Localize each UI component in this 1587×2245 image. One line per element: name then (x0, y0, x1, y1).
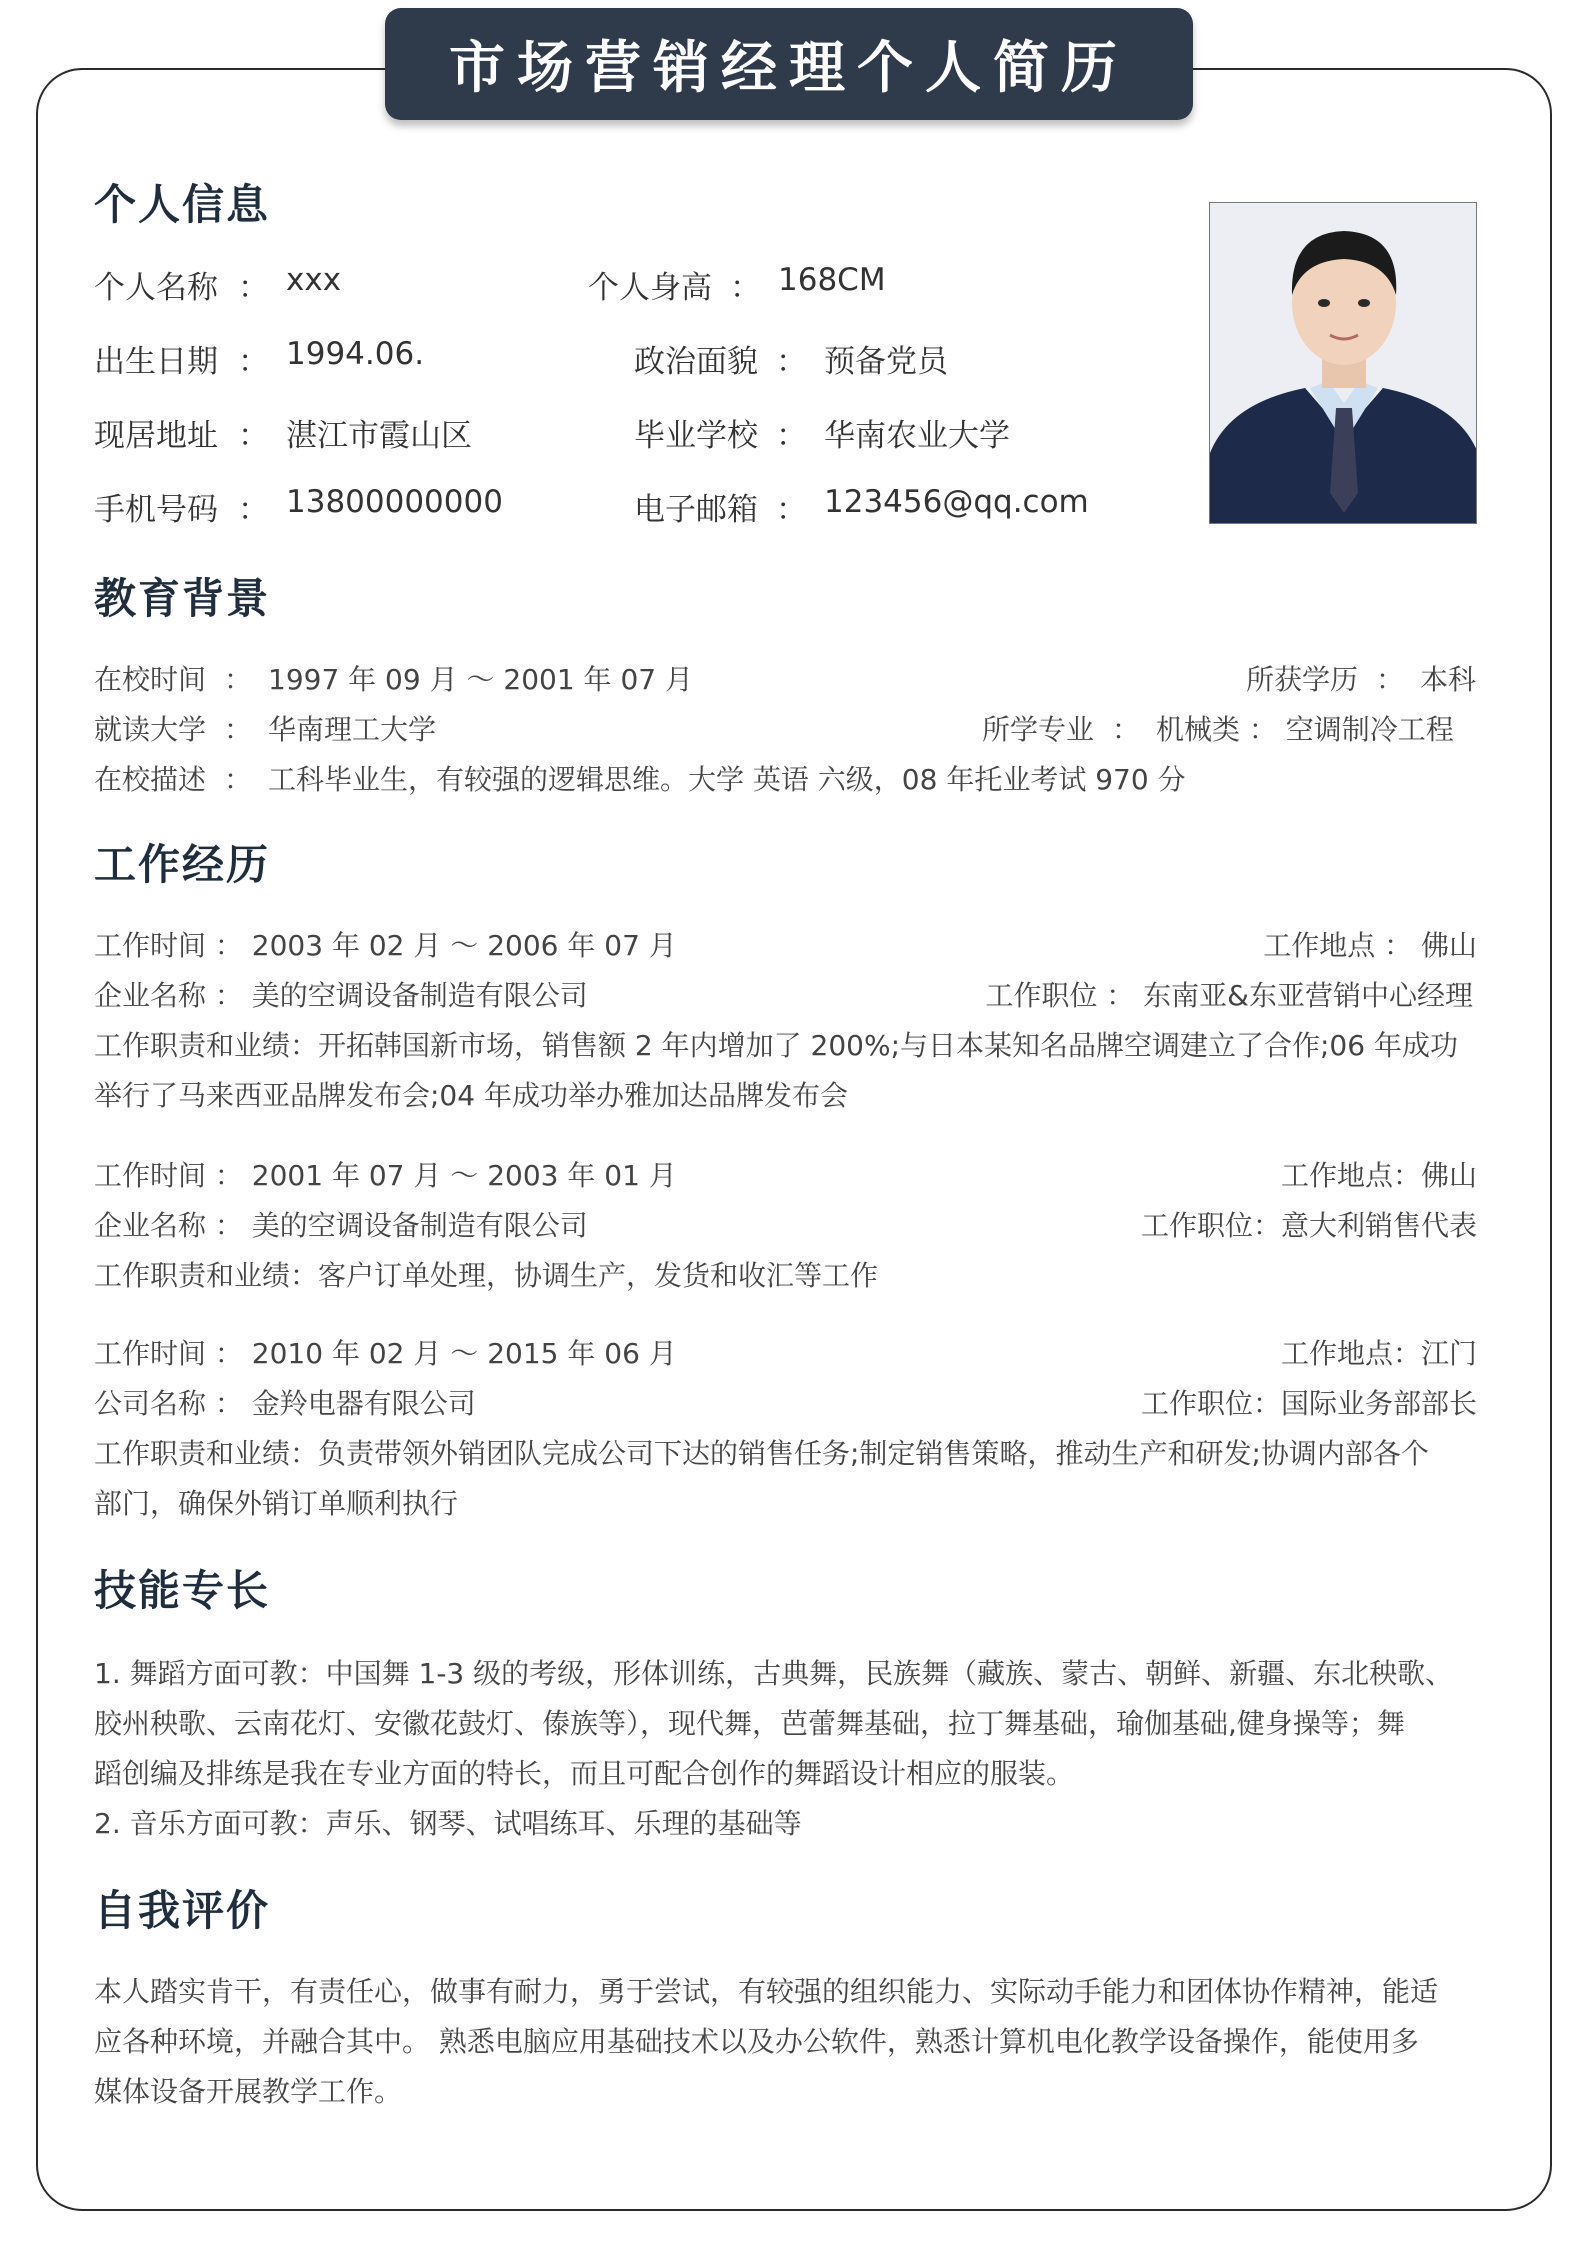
name-value: xxx (286, 262, 342, 298)
political-label: 政治面貌 (634, 344, 758, 380)
skills-line: 2. 音乐方面可教：声乐、钢琴、试唱练耳、乐理的基础等 (94, 1807, 802, 1840)
section-skills-heading: 技能专长 (94, 1566, 271, 1615)
separator: ： (1112, 713, 1141, 746)
section-personal-heading: 个人信息 (94, 180, 271, 229)
resume-title: 市场营销经理个人简历 (385, 8, 1193, 120)
edu-desc-label: 在校描述 (94, 763, 207, 796)
job-position: 工作职位：意大利销售代表 (1140, 1209, 1477, 1242)
birth-label: 出生日期 (94, 344, 218, 380)
skills-line: 胶州秧歌、云南花灯、安徽花鼓灯、傣族等），现代舞，芭蕾舞基础，拉丁舞基础，瑜伽基础,健身操等；舞 (94, 1707, 1405, 1740)
birth-value: 1994.06. (286, 336, 425, 372)
job-duty-line: 部门，确保外销订单顺利执行 (94, 1487, 459, 1520)
job-time: 工作时间 ： 2003 年 02 月 ～ 2006 年 07 月 (94, 929, 677, 962)
job-position: 工作职位：国际业务部部长 (1140, 1387, 1477, 1420)
univ-value: 华南理工大学 (268, 713, 437, 746)
job-duty-line: 举行了马来西亚品牌发布会;04 年成功举办雅加达品牌发布会 (94, 1079, 848, 1112)
job-duty-line: 工作职责和业绩：负责带领外销团队完成公司下达的销售任务;制定销售策略，推动生产和研发;协调内部各个 (94, 1437, 1429, 1470)
section-self-eval-heading: 自我评价 (94, 1886, 271, 1935)
degree-label: 所获学历 (1246, 663, 1359, 696)
phone-label: 手机号码 (94, 492, 218, 528)
phone-value: 13800000000 (286, 484, 503, 520)
job-position: 工作职位 ： 东南亚&东亚营销中心经理 (985, 979, 1473, 1012)
self-eval-line: 本人踏实肯干，有责任心，做事有耐力，勇于尝试，有较强的组织能力、实际动手能力和团体协作精神，能适 (94, 1975, 1439, 2008)
univ-label: 就读大学 (94, 713, 207, 746)
height-label: 个人身高 (588, 270, 712, 306)
section-education-heading: 教育背景 (94, 574, 271, 623)
separator: ： (776, 418, 807, 454)
portrait-icon (1210, 203, 1477, 524)
major-label: 所学专业 (982, 713, 1095, 746)
email-label: 电子邮箱 (634, 492, 758, 528)
email-value: 123456@qq.com (824, 484, 1089, 520)
height-value: 168CM (778, 262, 886, 298)
job-company: 公司名称 ： 金羚电器有限公司 (94, 1387, 476, 1420)
edu-desc-value: 工科毕业生，有较强的逻辑思维。大学 英语 六级，08 年托业考试 970 分 (268, 763, 1186, 796)
job-time: 工作时间 ： 2001 年 07 月 ～ 2003 年 01 月 (94, 1159, 677, 1192)
profile-photo (1209, 202, 1477, 524)
job-place: 工作地点：佛山 (1280, 1159, 1477, 1192)
separator: ： (224, 713, 253, 746)
separator: ： (776, 344, 807, 380)
job-place: 工作地点：江门 (1280, 1337, 1477, 1370)
skills-line: 1. 舞蹈方面可教：中国舞 1-3 级的考级，形体训练，古典舞，民族舞（藏族、蒙古、朝鲜、新疆、东北秧歌、 (94, 1657, 1454, 1690)
separator: ： (238, 492, 269, 528)
skills-line: 蹈创编及排练是我在专业方面的特长，而且可配合创作的舞蹈设计相应的服装。 (94, 1757, 1075, 1790)
edu-time-label: 在校时间 (94, 663, 207, 696)
separator: ： (776, 492, 807, 528)
political-value: 预备党员 (824, 344, 948, 380)
major-value: 机械类 ： 空调制冷工程 (1156, 713, 1454, 746)
self-eval-line: 应各种环境，并融合其中。 熟悉电脑应用基础技术以及办公软件，熟悉计算机电化教学设备操作，能使用多 (94, 2025, 1419, 2058)
name-label: 个人名称 (94, 270, 218, 306)
job-time: 工作时间 ： 2010 年 02 月 ～ 2015 年 06 月 (94, 1337, 677, 1370)
separator: ： (238, 418, 269, 454)
separator: ： (224, 763, 253, 796)
job-duty-line: 工作职责和业绩：客户订单处理，协调生产，发货和收汇等工作 (94, 1259, 879, 1292)
job-place: 工作地点 ： 佛山 (1263, 929, 1477, 962)
separator: ： (730, 270, 761, 306)
separator: ： (1376, 663, 1405, 696)
degree-value: 本科 (1420, 663, 1477, 696)
address-label: 现居地址 (94, 418, 218, 454)
edu-time-value: 1997 年 09 月 ～ 2001 年 07 月 (268, 663, 693, 696)
separator: ： (224, 663, 253, 696)
self-eval-line: 媒体设备开展教学工作。 (94, 2075, 403, 2108)
job-duty-line: 工作职责和业绩：开拓韩国新市场，销售额 2 年内增加了 200%;与日本某知名品牌空调建立了合作;06 年成功 (94, 1029, 1458, 1062)
school-value: 华南农业大学 (824, 418, 1010, 454)
school-label: 毕业学校 (634, 418, 758, 454)
separator: ： (238, 344, 269, 380)
section-work-heading: 工作经历 (94, 840, 271, 889)
job-company: 企业名称 ： 美的空调设备制造有限公司 (94, 1209, 588, 1242)
address-value: 湛江市霞山区 (286, 418, 472, 454)
separator: ： (238, 270, 269, 306)
job-company: 企业名称 ： 美的空调设备制造有限公司 (94, 979, 588, 1012)
